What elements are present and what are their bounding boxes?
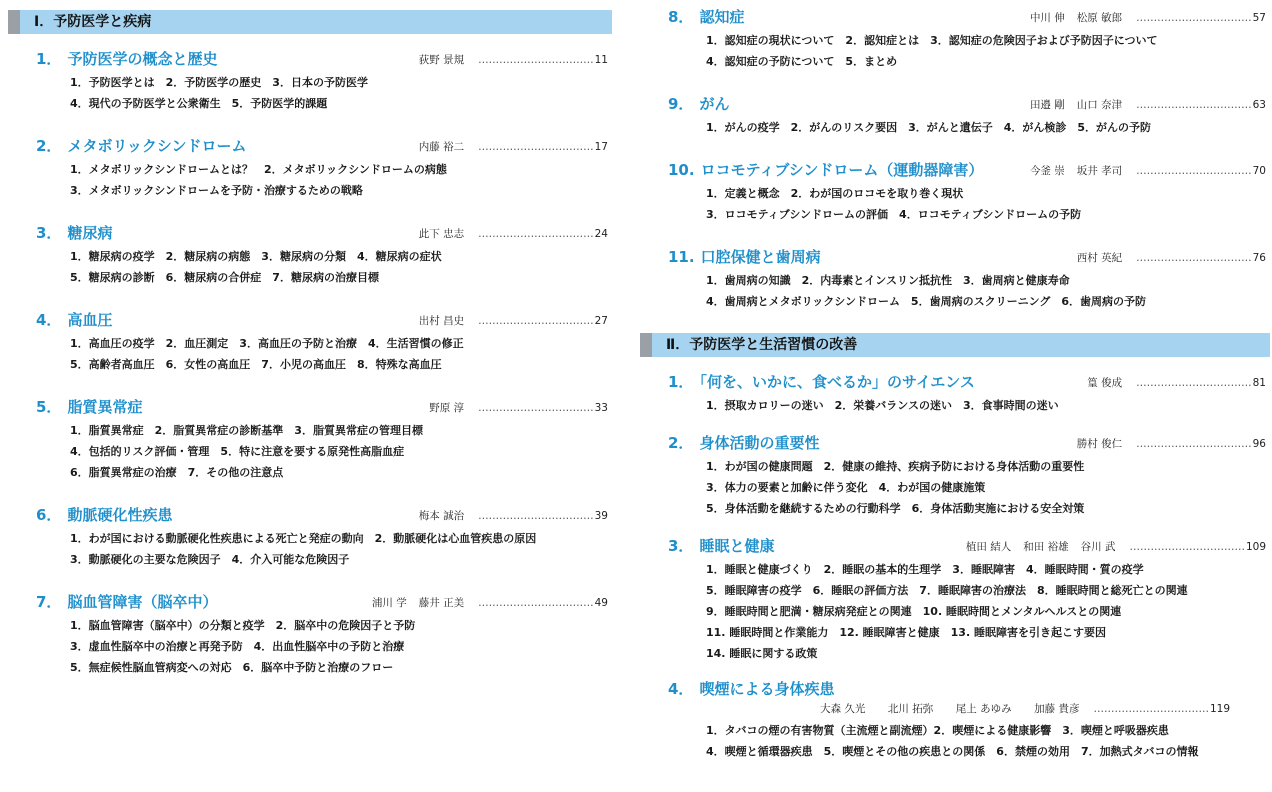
chapter-title[interactable]: 4． 高血圧 [36,311,113,329]
section-line: 1．メタボリックシンドロームとは？ 2．メタボリックシンドロームの病態 [70,163,447,176]
chapter-entry[interactable] [640,159,1270,225]
right-column [640,0,1270,762]
left-column [8,0,612,699]
author: 藤井 正美 [418,597,465,609]
author: 荻野 景規 [418,54,465,66]
section-line: 1．高血圧の疫学 2．血圧測定 3．高血圧の予防と治療 4．生活習慣の修正 [70,337,464,350]
author: 梅本 誠治 [418,510,465,522]
chapter-title[interactable]: 1． 「何を、いかに、食べるか」のサイエンス [668,373,975,391]
page-number: 11 [594,54,608,66]
chapter-meta: 篁 俊成 …………………………… 81 [1087,374,1266,392]
author: 篁 俊成 [1087,377,1123,389]
author: 内藤 裕二 [418,141,465,153]
section-list [70,420,612,483]
section-list [70,72,612,114]
author: 勝村 俊仁 [1076,438,1123,450]
section-list [706,720,1270,762]
page-number: 119 [1209,703,1230,715]
section-list [70,615,612,678]
chapter-entry[interactable] [8,48,612,114]
chapter-meta: 荻野 景規 …………………………… 11 [419,51,608,69]
page-number: 49 [594,597,608,609]
section-line: 1．わが国の健康問題 2．健康の維持、疾病予防における身体活動の重要性 [706,460,1085,473]
section-list [706,117,1270,138]
chapter-meta: 中川 伸 松原 敏郎 …………………………… 57 [1030,9,1266,27]
chapter-entry[interactable] [8,222,612,288]
section-line: 1．睡眠と健康づくり 2．睡眠の基本的生理学 3．睡眠障害 4．睡眠時間・質の疫学 [706,563,1144,576]
author: 尾上 あゆみ [955,703,1012,715]
section-line: 4．歯周病とメタボリックシンドローム 5．歯周病のスクリーニング 6．歯周病の予防 [706,295,1147,308]
section-line: 5．糖尿病の診断 6．糖尿病の合併症 7．糖尿病の治療目標 [70,271,379,284]
page-number: 76 [1252,252,1266,264]
chapter-title[interactable]: 10. ロコモティブシンドローム（運動器障害） [668,161,984,179]
author: 山口 奈津 [1076,99,1123,111]
section-line: 4．喫煙と循環器疾患 5．喫煙とその他の疾患との関係 6．禁煙の効用 7．加熱式タバコの情報 [706,745,1199,758]
page-number: 70 [1252,165,1266,177]
section-line: 1．脳血管障害（脳卒中）の分類と疫学 2．脳卒中の危険因子と予防 [70,619,416,632]
chapter-title[interactable]: 2． メタボリックシンドローム [36,137,247,155]
author: 出村 昌史 [418,315,465,327]
section-line: 6．脂質異常症の治療 7．その他の注意点 [70,466,284,479]
section-line: 1．脂質異常症 2．脂質異常症の診断基準 3．脂質異常症の管理目標 [70,424,423,437]
author: 今釜 崇 [1029,165,1065,177]
section-line: 5．高齢者高血圧 6．女性の高血圧 7．小児の高血圧 8．特殊な高血圧 [70,358,442,371]
section-line: 1．がんの疫学 2．がんのリスク要因 3．がんと遺伝子 4．がん検診 5．がんの予防 [706,121,1152,134]
page-number: 57 [1252,12,1266,24]
chapter-entry[interactable] [640,371,1270,416]
chapter-meta: 大森 久光 北川 拓弥 尾上 あゆみ 加藤 貴彦 ……………………………119 [820,703,1230,715]
chapter-entry[interactable] [640,535,1270,664]
author: 中川 伸 [1029,12,1065,24]
chapter-meta: 浦川 学 藤井 正美 …………………………… 49 [372,594,608,612]
page-number: 109 [1245,541,1266,553]
section-list [70,159,612,201]
chapter-entry[interactable] [640,93,1270,138]
chapter-title[interactable]: 7． 脳血管障害（脳卒中） [36,593,218,611]
chapter-entry[interactable] [8,396,612,483]
chapter-entry[interactable] [8,135,612,201]
page-number: 63 [1252,99,1266,111]
author: 此下 忠志 [418,228,465,240]
section-list [70,528,612,570]
author: 北川 拓弥 [887,703,934,715]
author: 植田 結人 [965,541,1012,553]
page-number: 81 [1252,377,1266,389]
section-line: 3．虚血性脳卒中の治療と再発予防 4．出血性脳卒中の予防と治療 [70,640,405,653]
chapter-title[interactable]: 4． 喫煙による身体疾患 [668,680,835,698]
section-list [706,456,1270,519]
author: 谷川 武 [1080,541,1116,553]
chapter-entry[interactable] [640,6,1270,72]
chapter-title[interactable]: 3． 糖尿病 [36,224,113,242]
chapter-entry[interactable] [640,678,1270,762]
section-line: 1．糖尿病の疫学 2．糖尿病の病態 3．糖尿病の分類 4．糖尿病の症状 [70,250,442,263]
chapter-title[interactable]: 5． 脂質異常症 [36,398,143,416]
section-line: 9．睡眠時間と肥満・糖尿病発症との関連 10. 睡眠時間とメンタルヘルスとの関連 [706,605,1122,618]
section-list [706,270,1270,312]
chapter-meta: 西村 英紀 …………………………… 76 [1077,249,1266,267]
author: 加藤 貴彦 [1034,703,1080,715]
section-line: 3．メタボリックシンドロームを予防・治療するための戦略 [70,184,363,197]
section-line: 3．ロコモティブシンドロームの評価 4．ロコモティブシンドロームの予防 [706,208,1082,221]
chapter-meta: 勝村 俊仁 …………………………… 96 [1077,435,1266,453]
page-number: 33 [594,402,608,414]
section-line: 3．動脈硬化の主要な危険因子 4．介入可能な危険因子 [70,553,350,566]
section-line: 5．身体活動を継続するための行動科学 6．身体活動実施における安全対策 [706,502,1085,515]
chapter-entry[interactable] [8,504,612,570]
section-line: 11. 睡眠時間と作業能力 12. 睡眠障害と健康 13. 睡眠障害を引き起こす要因 [706,626,1106,639]
page-number: 27 [594,315,608,327]
section-line: 1．わが国における動脈硬化性疾患による死亡と発症の動向 2．動脈硬化は心血管疾患の原因 [70,532,537,545]
author: 大森 久光 [820,703,866,715]
section-list [70,333,612,375]
chapter-meta: 植田 結人 和田 裕雄 谷川 武 …………………………… 109 [966,538,1266,556]
page-number: 96 [1252,438,1266,450]
section-line: 5．無症候性脳血管病変への対応 6．脳卒中予防と治療のフロー [70,661,394,674]
section-line: 1．タバコの煙の有害物質（主流煙と副流煙）2．喫煙による健康影響 3．喫煙と呼吸器疾患 [706,724,1169,737]
chapter-meta: 今釜 崇 坂井 孝司 …………………………… 70 [1030,162,1266,180]
section-line: 4．現代の予防医学と公衆衛生 5．予防医学的課題 [70,97,328,110]
chapter-entry[interactable] [8,309,612,375]
section-list [706,559,1270,664]
page-number: 24 [594,228,608,240]
author: 野原 淳 [429,402,465,414]
chapter-title[interactable]: 1． 予防医学の概念と歴史 [36,50,218,68]
chapter-title[interactable]: 6． 動脈硬化性疾患 [36,506,173,524]
section-line: 3．体力の要素と加齢に伴う変化 4．わが国の健康施策 [706,481,986,494]
chapter-title[interactable]: 3． 睡眠と健康 [668,537,775,555]
part-header: Ⅰ．予防医学と疾病 [8,10,612,34]
section-line: 14. 睡眠に関する政策 [706,647,818,660]
section-line: 1．認知症の現状について 2．認知症とは 3．認知症の危険因子および予防因子について [706,34,1158,47]
section-list [70,246,612,288]
page-number: 39 [594,510,608,522]
chapter-entry[interactable] [8,591,612,678]
chapter-entry[interactable] [640,432,1270,519]
chapter-meta: 田邉 剛 山口 奈津 …………………………… 63 [1030,96,1266,114]
section-line: 1．定義と概念 2．わが国のロコモを取り巻く現状 [706,187,964,200]
chapter-meta: 此下 忠志 …………………………… 24 [419,225,608,243]
chapter-meta: 梅本 誠治 …………………………… 39 [419,507,608,525]
author: 和田 裕雄 [1023,541,1069,553]
chapter-title[interactable]: 9． がん [668,95,730,113]
author: 松原 敏郎 [1076,12,1123,24]
section-line: 4．認知症の予防について 5．まとめ [706,55,898,68]
section-list [706,395,1270,416]
chapter-meta: 野原 淳 …………………………… 33 [429,399,608,417]
author: 坂井 孝司 [1076,165,1123,177]
chapter-title[interactable]: 8． 認知症 [668,8,745,26]
section-line: 1．歯周病の知識 2．内毒素とインスリン抵抗性 3．歯周病と健康寿命 [706,274,1070,287]
section-list [706,30,1270,72]
chapter-entry[interactable] [640,246,1270,312]
section-line: 1．摂取カロリーの迷い 2．栄養バランスの迷い 3．食事時間の迷い [706,399,1059,412]
chapter-meta: 内藤 裕二 …………………………… 17 [419,138,608,156]
author: 浦川 学 [371,597,407,609]
part-header: Ⅱ．予防医学と生活習慣の改善 [640,333,1270,357]
section-list [706,183,1270,225]
section-line: 1．予防医学とは 2．予防医学の歴史 3．日本の予防医学 [70,76,368,89]
section-line: 5．睡眠障害の疫学 6．睡眠の評価方法 7．睡眠障害の治療法 8．睡眠時間と総死亡との関連 [706,584,1188,597]
author: 田邉 剛 [1029,99,1065,111]
section-line: 4．包括的リスク評価・管理 5．特に注意を要する原発性高脂血症 [70,445,405,458]
author: 西村 英紀 [1076,252,1123,264]
chapter-title[interactable]: 11. 口腔保健と歯周病 [668,248,821,266]
page-number: 17 [594,141,608,153]
chapter-title[interactable]: 2． 身体活動の重要性 [668,434,820,452]
chapter-meta: 出村 昌史 …………………………… 27 [419,312,608,330]
